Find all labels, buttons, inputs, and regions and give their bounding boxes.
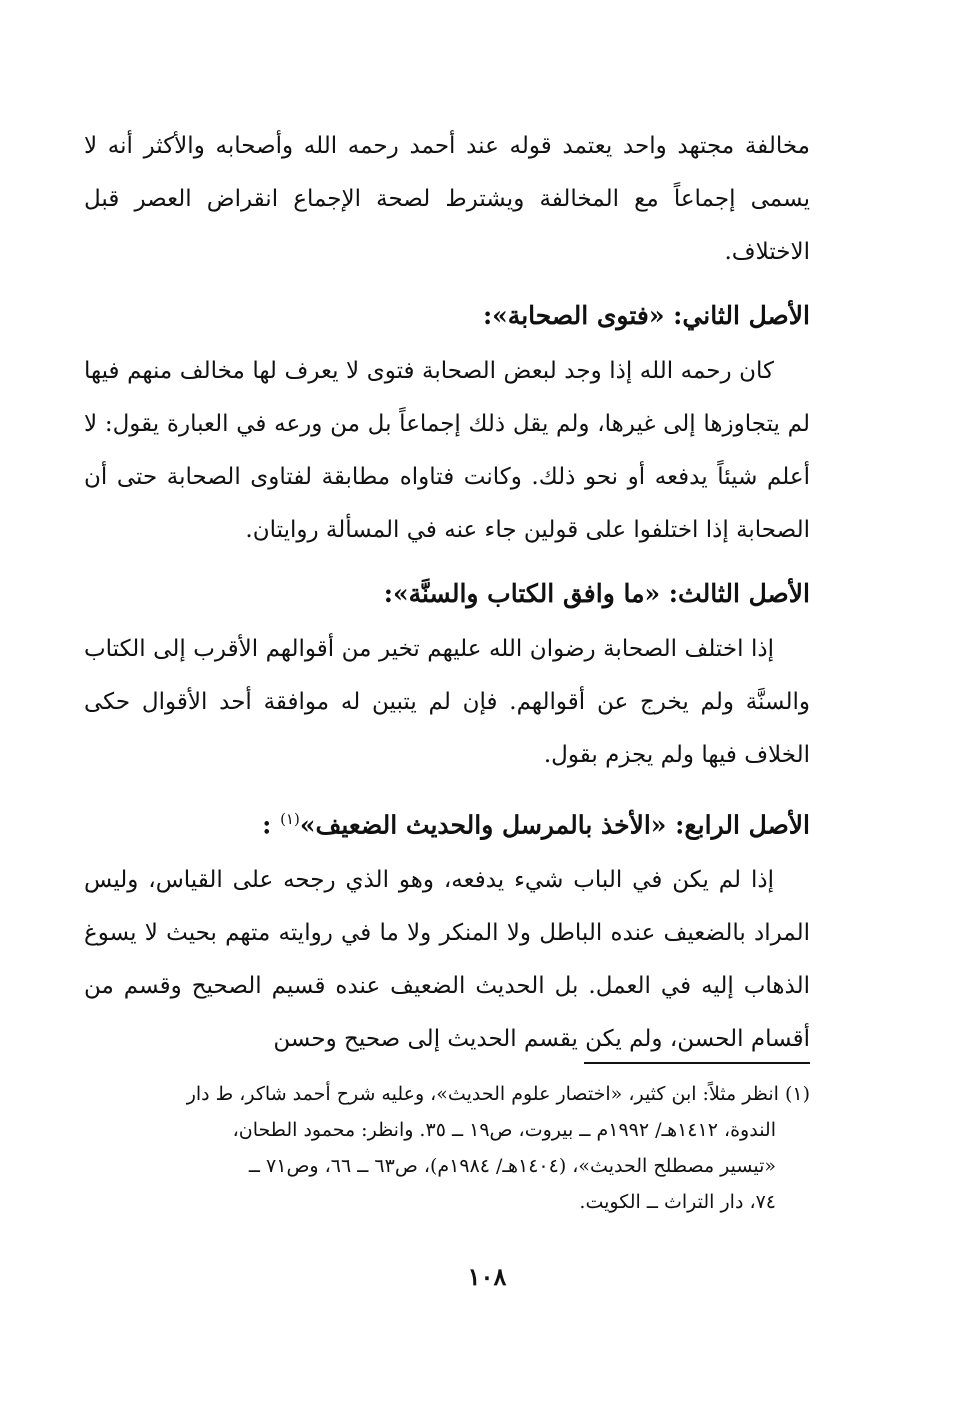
paragraph-fourth-principle: إذا لم يكن في الباب شيء يدفعه، وهو الذي رجحه على القياس، وليس المراد بالضعيف عنده الباطل ولا المنكر ولا ما في روايته متهم بحيث لا يسوغ الذهاب إليه في العمل. بل الحديث الضعيف عنده قسيم الصحيح وقسم من أقسام الحسن، ولم يكن يقسم الحديث إلى صحيح وحسن <box>84 867 810 1053</box>
heading-fourth-principle <box>84 790 810 854</box>
page-body <box>84 120 810 1066</box>
paragraph-third-principle: إذا اختلف الصحابة رضوان الله عليهم تخير من أقوالهم الأقرب إلى الكتاب والسنَّة ولم يخرج عن أقوالهم. فإن لم يتبين له موافقة أحد الأقوال حكى الخلاف فيها ولم يجزم بقول. <box>84 636 810 768</box>
footnote-line-3: «تيسير مصطلح الحديث»، (١٤٠٤هـ/ ١٩٨٤م)، ص٦٣ ــ ٦٦، وص٧١ ــ <box>248 1155 776 1177</box>
footnote-marker: (١) <box>784 1083 810 1105</box>
footnote-line-1: (١) انظر مثلاً: ابن كثير، «اختصار علوم الحديث»، وعليه شرح أحمد شاكر، ط دار <box>186 1083 810 1105</box>
footnote-separator <box>584 1062 810 1064</box>
paragraph-second-principle: كان رحمه الله إذا وجد لبعض الصحابة فتوى لا يعرف لها مخالف منهم فيها لم يتجاوزها إلى غيرها، ولم يقل ذلك إجماعاً بل من ورعه في العبارة يقول: لا أعلم شيئاً يدفعه أو نحو ذلك. وكانت فتاواه مطابقة لفتاوى الصحابة حتى أن الصحابة إذا اختلفوا على قولين جاء عنه في المسألة روايتان. <box>84 358 810 543</box>
footnotes <box>84 1076 810 1220</box>
heading-second-principle: الأصل الثاني: «فتوى الصحابة»: <box>482 301 810 330</box>
footnote-line-4: ٧٤، دار التراث ــ الكويت. <box>579 1191 776 1213</box>
footnote-reference[interactable]: (١) <box>280 810 300 828</box>
footnote-line-2: الندوة، ١٤١٢هـ/ ١٩٩٢م ــ بيروت، ص١٩ ــ ٣٥. وانظر: محمود الطحان، <box>232 1119 776 1141</box>
heading-fourth-text: الأصل الرابع: «الأخذ بالمرسل والحديث الضعيف» <box>299 810 810 840</box>
page-number: ١٠٨ <box>467 1262 507 1291</box>
heading-fourth-colon: : <box>262 810 272 840</box>
heading-third-principle: الأصل الثالث: «ما وافق الكتاب والسنَّة»: <box>383 579 810 608</box>
paragraph-intro: مخالفة مجتهد واحد يعتمد قوله عند أحمد رحمه الله وأصحابه والأكثر أنه لا يسمى إجماعاً مع المخالفة ويشترط لصحة الإجماع انقراض العصر قبل الاختلاف. <box>84 133 810 265</box>
